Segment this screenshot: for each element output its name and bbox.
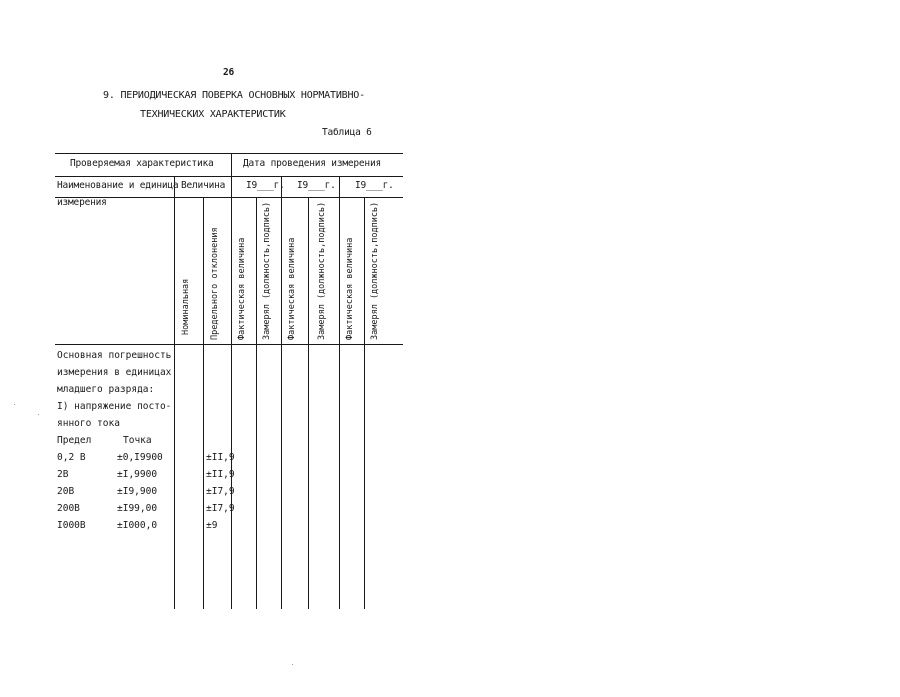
subheader-measured-3: Замерял (должность,подпись) — [370, 201, 380, 340]
row-limit: 0,2 В — [57, 452, 86, 463]
subheader-nominal: Номинальная — [181, 278, 191, 335]
row-point: ±I,9900 — [117, 469, 158, 480]
col-name-line1: Наименование и единица — [57, 180, 179, 191]
row-limit: 20В — [57, 486, 75, 497]
table-vline-year3-split — [364, 197, 365, 609]
row-point: ±0,I9900 — [117, 452, 163, 463]
row-point: ±I9,900 — [117, 486, 158, 497]
table-vline-year1-split — [256, 197, 257, 609]
year-column-2: I9___г. — [297, 180, 336, 191]
table-vline-nominal-deviation — [203, 197, 204, 609]
subheader-actual-3: Фактическая величина — [345, 237, 355, 340]
table-vline-name-value — [174, 176, 175, 609]
year-column-1: I9___г. — [246, 180, 285, 191]
table-header-bottom-rule — [55, 344, 403, 345]
year-column-3: I9___г. — [355, 180, 394, 191]
body-text-line: измерения в единицах — [57, 367, 172, 378]
body-text-line: I) напряжение посто- — [57, 401, 172, 412]
row-deviation: ±II,9 — [206, 469, 235, 480]
body-text-line: Основная погрешность — [57, 350, 172, 361]
page-number: 26 — [223, 67, 235, 78]
row-point: ±I000,0 — [117, 520, 158, 531]
body-text-line: янного тока — [57, 418, 120, 429]
body-text-line: младшего разряда: — [57, 384, 155, 395]
header-checked-characteristic: Проверяемая характеристика — [70, 158, 214, 169]
table-label: Таблица 6 — [322, 127, 372, 138]
scan-speck — [38, 414, 39, 415]
col-name-line2: измерения — [57, 197, 107, 208]
col-value: Величина — [181, 180, 226, 191]
subheader-measured-1: Замерял (должность,подпись) — [262, 201, 272, 340]
scan-speck — [292, 664, 293, 665]
table-vline-year2-split — [308, 197, 309, 609]
scan-speck — [14, 404, 15, 405]
row-deviation: ±II,9 — [206, 452, 235, 463]
row-limit: 200В — [57, 503, 80, 514]
row-point: ±I99,00 — [117, 503, 158, 514]
subheader-actual-2: Фактическая величина — [287, 237, 297, 340]
subheader-actual-1: Фактическая величина — [237, 237, 247, 340]
subheader-measured-2: Замерял (должность,подпись) — [317, 201, 327, 340]
row-limit: 2В — [57, 469, 69, 480]
row-deviation: ±I7,9 — [206, 486, 235, 497]
table-header-rule-2 — [55, 197, 403, 198]
table-vline-year1-year2 — [281, 176, 282, 609]
row-deviation: ±I7,9 — [206, 503, 235, 514]
table-header-rule-1 — [55, 176, 403, 177]
row-limit: I000В — [57, 520, 86, 531]
table-vline-year2-year3 — [339, 176, 340, 609]
table-vline-value-dates — [231, 153, 232, 609]
row-deviation: ±9 — [206, 520, 218, 531]
header-measurement-date: Дата проведения измерения — [243, 158, 381, 169]
subheader-deviation: Предельного отклонения — [210, 227, 220, 340]
subheader-point: Точка — [123, 435, 152, 446]
section-title-line1: 9. ПЕРИОДИЧЕСКАЯ ПОВЕРКА ОСНОВНЫХ НОРМАТИВНО- — [103, 90, 365, 101]
subheader-limit: Предел — [57, 435, 92, 446]
section-title-line2: ТЕХНИЧЕСКИХ ХАРАКТЕРИСТИК — [140, 109, 286, 120]
table-top-rule — [55, 153, 403, 154]
